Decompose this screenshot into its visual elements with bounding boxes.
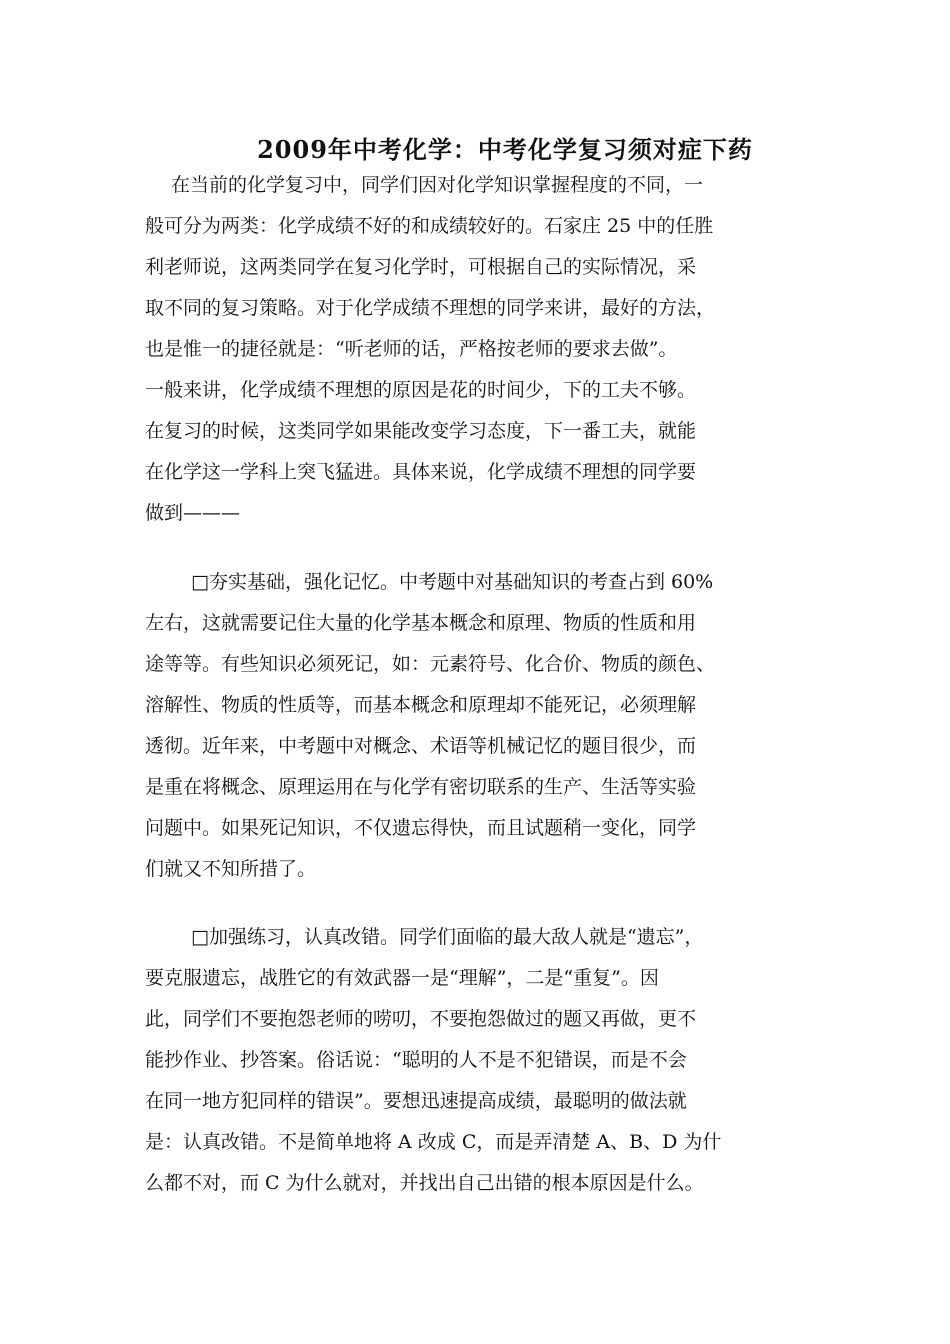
text-line: 是：认真改错。不是简单地将 A 改成 C，而是弄清楚 A、B、D 为什 [145, 1131, 722, 1153]
text-line: 要克服遗忘，战胜它的有效武器一是“理解”，二是“重复”。因 [145, 967, 659, 989]
text-line: 取不同的复习策略。对于化学成绩不理想的同学来讲，最好的方法， [145, 297, 716, 319]
text-line: 一般来讲，化学成绩不理想的原因是花的时间少，下的工夫不够。 [145, 379, 697, 401]
paragraph-foundation [145, 562, 825, 890]
paragraph-practice [145, 917, 825, 1204]
text-line: 也是惟一的捷径就是：“听老师的话，严格按老师的要求去做”。 [145, 338, 678, 360]
text-line: 在当前的化学复习中，同学们因对化学知识掌握程度的不同，一 [171, 174, 704, 196]
text-line: □加强练习，认真改错。同学们面临的最大敌人就是“遗忘”， [191, 926, 704, 948]
text-line: 溶解性、物质的性质等，而基本概念和原理却不能死记，必须理解 [145, 694, 697, 716]
text-line: 能抄作业、抄答案。俗话说：“聪明的人不是不犯错误，而是不会 [145, 1049, 687, 1071]
text-line: 做到——— [145, 502, 241, 524]
text-line: 在复习的时候，这类同学如果能改变学习态度，下一番工夫，就能 [145, 420, 697, 442]
text-line: 左右，这就需要记住大量的化学基本概念和原理、物质的性质和用 [145, 612, 697, 634]
text-line: 在化学这一学科上突飞猛进。具体来说，化学成绩不理想的同学要 [145, 461, 697, 483]
text-line: 利老师说，这两类同学在复习化学时，可根据自己的实际情况，采 [145, 256, 697, 278]
text-line: 透彻。近年来，中考题中对概念、术语等机械记忆的题目很少，而 [145, 735, 697, 757]
text-line: 般可分为两类：化学成绩不好的和成绩较好的。石家庄 25 中的任胜 [145, 215, 714, 237]
text-line: □夯实基础，强化记忆。中考题中对基础知识的考查占到 60% [191, 571, 714, 593]
text-line: 此，同学们不要抱怨老师的唠叨，不要抱怨做过的题又再做，更不 [145, 1008, 697, 1030]
text-line: 途等等。有些知识必须死记，如：元素符号、化合价、物质的颜色、 [145, 653, 716, 675]
paragraph-intro [145, 165, 825, 534]
document-title: 2009年中考化学：中考化学复习须对症下药 [257, 135, 753, 164]
text-line: 是重在将概念、原理运用在与化学有密切联系的生产、生活等实验 [145, 776, 697, 798]
text-line: 么都不对，而 C 为什么就对，并找出自己出错的根本原因是什么。 [145, 1172, 704, 1194]
text-line: 在同一地方犯同样的错误”。要想迅速提高成绩，最聪明的做法就 [145, 1090, 687, 1112]
text-line: 们就又不知所措了。 [145, 858, 317, 880]
text-line: 问题中。如果死记知识，不仅遗忘得快，而且试题稍一变化，同学 [145, 817, 697, 839]
